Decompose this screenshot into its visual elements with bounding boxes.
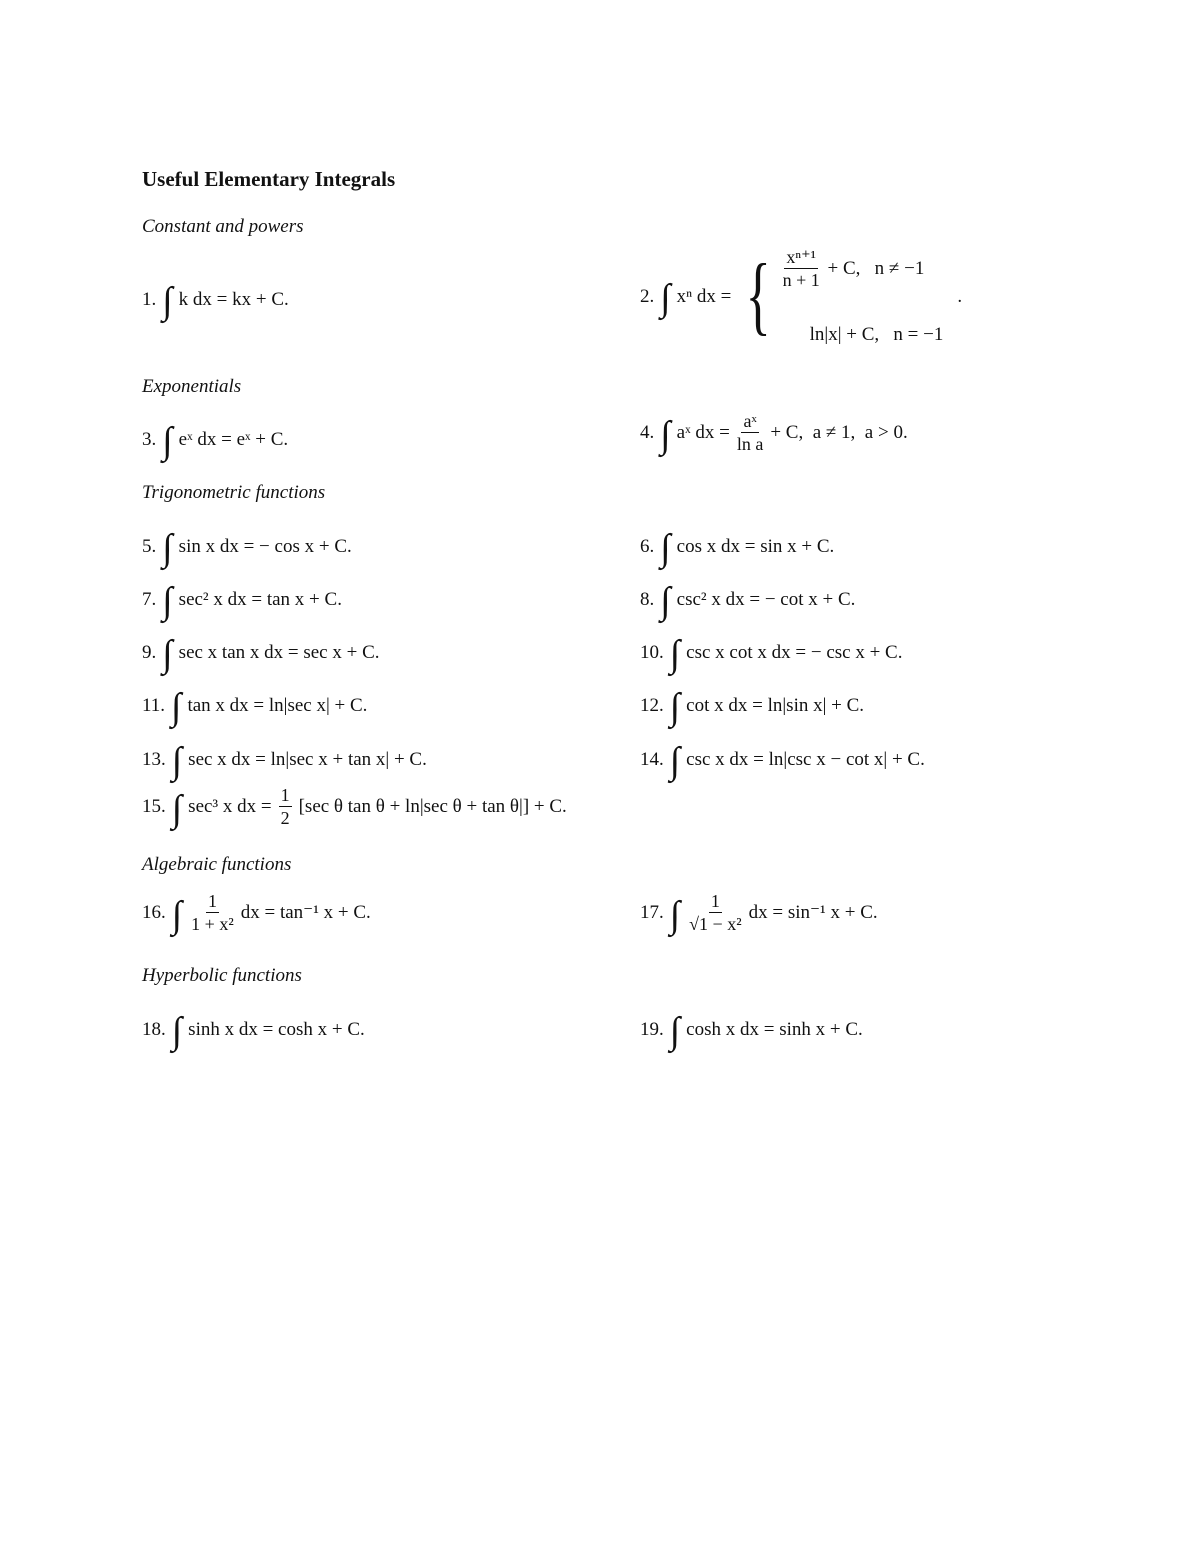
formula-11	[142, 686, 368, 728]
section-heading-hyperbolic: Hyperbolic functions	[142, 965, 302, 986]
formula-9	[142, 633, 380, 675]
formula-rest: + C, a ≠ 1, a > 0.	[770, 422, 908, 443]
formula-number: 15.	[142, 796, 166, 817]
formula-rest: dx = tan⁻¹ x + C.	[240, 902, 371, 923]
formula-19	[640, 1010, 863, 1052]
cases-brace: {	[745, 247, 772, 344]
formula-rest: [sec θ tan θ + ln|sec θ + tan θ|] + C.	[298, 796, 567, 817]
formula-number: 6.	[640, 535, 655, 557]
integral-sign: ∫	[660, 527, 671, 569]
integral-sign: ∫	[162, 527, 173, 569]
integral-sign: ∫	[171, 740, 183, 782]
formula-number: 10.	[640, 641, 664, 663]
formula-number: 18.	[142, 1018, 166, 1040]
fraction-denominator: 1 + x²	[191, 914, 234, 934]
trailing-period: .	[957, 285, 963, 307]
formula-number: 4.	[640, 422, 655, 443]
integral-sign: ∫	[660, 277, 671, 319]
integral-sign: ∫	[171, 686, 182, 728]
formula-4	[640, 411, 908, 456]
integral-sign: ∫	[669, 740, 681, 782]
formula-number: 7.	[142, 588, 157, 610]
formula-expression: csc x cot x dx = − csc x + C.	[686, 641, 903, 663]
formula-6	[640, 527, 835, 569]
formula-number: 13.	[142, 748, 166, 770]
formula-5	[142, 527, 352, 569]
fraction-numerator: 1	[207, 891, 217, 911]
case-2: ln|x| + C, n = −1	[809, 324, 944, 345]
integral-sign: ∫	[162, 280, 173, 322]
section-heading-algebraic: Algebraic functions	[142, 854, 292, 875]
formula-expression: sec² x dx = tan x + C.	[178, 588, 342, 610]
fraction-numerator: 1	[710, 891, 720, 911]
integral-sign: ∫	[171, 1010, 183, 1052]
formula-14	[640, 740, 925, 782]
formula-15	[142, 785, 567, 830]
formula-expression: csc x dx = ln|csc x − cot x| + C.	[686, 748, 925, 770]
fraction	[689, 892, 741, 933]
formula-16	[142, 891, 371, 936]
formula-number: 12.	[640, 694, 664, 716]
formula-2	[640, 248, 962, 344]
fraction-numerator: aˣ	[743, 411, 757, 431]
cases-block	[780, 248, 944, 344]
formula-number: 2.	[640, 285, 655, 307]
formula-expression: sinh x dx = cosh x + C.	[188, 1018, 365, 1040]
formula-expression: cot x dx = ln|sin x| + C.	[686, 694, 865, 716]
formula-number: 11.	[142, 694, 166, 716]
formula-rest: dx = sin⁻¹ x + C.	[748, 902, 878, 923]
formula-expression: sec x tan x dx = sec x + C.	[178, 641, 380, 663]
formula-3	[142, 420, 289, 462]
integral-sign: ∫	[660, 580, 671, 622]
formula-number: 5.	[142, 535, 157, 557]
formula-expression: sec x dx = ln|sec x + tan x| + C.	[188, 748, 427, 770]
formula-lhs: aˣ dx =	[676, 422, 730, 443]
integral-sign: ∫	[669, 893, 681, 936]
integral-sign: ∫	[669, 1010, 681, 1052]
fraction-denominator: n + 1	[782, 270, 820, 290]
formula-number: 3.	[142, 428, 157, 450]
formula-number: 8.	[640, 588, 655, 610]
integral-sign: ∫	[171, 893, 183, 936]
integral-sign: ∫	[162, 633, 173, 675]
formula-17	[640, 891, 878, 936]
integral-sign: ∫	[660, 413, 671, 456]
section-heading-constant: Constant and powers	[142, 216, 304, 237]
formula-10	[640, 633, 903, 675]
fraction	[783, 248, 820, 289]
integral-sign: ∫	[669, 686, 681, 728]
formula-number: 17.	[640, 902, 664, 923]
formula-8	[640, 580, 856, 622]
formula-number: 1.	[142, 288, 157, 310]
integral-sign: ∫	[162, 580, 173, 622]
fraction	[737, 412, 764, 453]
fraction-denominator: √1 − x²	[689, 914, 742, 934]
formula-7	[142, 580, 342, 622]
formula-expression: eˣ dx = eˣ + C.	[178, 428, 289, 450]
page-title: Useful Elementary Integrals	[142, 167, 396, 191]
formula-number: 19.	[640, 1018, 664, 1040]
fraction-denominator: 2	[280, 808, 290, 828]
formula-lhs: sec³ x dx =	[188, 796, 272, 817]
fraction	[279, 786, 292, 827]
integral-sign: ∫	[669, 633, 681, 675]
section-heading-trig: Trigonometric functions	[142, 482, 326, 503]
formula-13	[142, 740, 427, 782]
formula-expression: tan x dx = ln|sec x| + C.	[187, 694, 368, 716]
fraction-numerator: 1	[280, 785, 290, 805]
fraction-numerator: xⁿ⁺¹	[786, 247, 816, 267]
formula-1	[142, 280, 289, 322]
section-heading-exponentials: Exponentials	[142, 376, 242, 397]
formula-expression: cos x dx = sin x + C.	[676, 535, 835, 557]
case-1	[780, 248, 944, 289]
formula-number: 16.	[142, 902, 166, 923]
formula-number: 14.	[640, 748, 664, 770]
formula-18	[142, 1010, 365, 1052]
formula-expression: k dx = kx + C.	[178, 288, 289, 310]
formula-expression: csc² x dx = − cot x + C.	[676, 588, 856, 610]
formula-number: 9.	[142, 641, 157, 663]
formula-expression: sin x dx = − cos x + C.	[178, 535, 352, 557]
formula-lhs: xⁿ dx =	[676, 285, 732, 307]
formula-expression: cosh x dx = sinh x + C.	[686, 1018, 863, 1040]
formula-12	[640, 686, 865, 728]
fraction	[191, 892, 234, 933]
fraction-denominator: ln a	[736, 434, 764, 454]
integral-sign: ∫	[171, 787, 183, 830]
case-1-condition: + C, n ≠ −1	[822, 258, 925, 279]
integral-sign: ∫	[162, 420, 173, 462]
